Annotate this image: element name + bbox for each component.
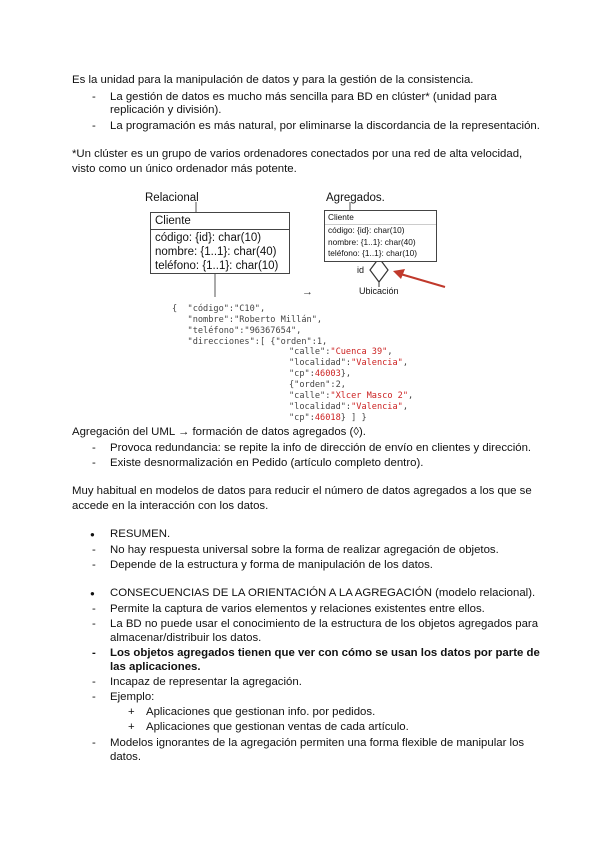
bullet-dash: - bbox=[92, 442, 96, 454]
bullet-dash: - bbox=[92, 603, 96, 615]
bullet-dash: - bbox=[92, 691, 96, 703]
json-addr-line: {"orden":2, bbox=[289, 380, 346, 390]
ejemplo-sub-2: Aplicaciones que gestionan ventas de cada artículo. bbox=[146, 721, 409, 733]
uml-cliente-title: Cliente bbox=[151, 213, 289, 230]
bullet-dash: - bbox=[92, 676, 96, 688]
uml-cliente-relacional bbox=[150, 212, 290, 274]
habitual-line2: accede en la interacción con los datos. bbox=[72, 500, 269, 512]
uml-small-row-telefono: teléfono: {1..1}: char(10) bbox=[328, 248, 418, 258]
json-line: "nombre":"Roberto Millán", bbox=[172, 315, 323, 325]
json-addr-line: "cp":46018} ] } bbox=[289, 413, 367, 423]
bullet-dash: - bbox=[92, 559, 96, 571]
json-line: "teléfono":"96367654", bbox=[172, 326, 302, 336]
bullet-dash: - bbox=[92, 618, 96, 630]
resumen-bullet-2: Depende de la estructura y forma de manipulación de los datos. bbox=[110, 559, 433, 571]
resumen-bullet-1: No hay respuesta universal sobre la forma de realizar agregación de objetos. bbox=[110, 544, 499, 556]
json-addr-line: "localidad":"Valencia", bbox=[289, 402, 409, 412]
relacional-label: Relacional bbox=[145, 192, 199, 204]
json-line: "direcciones":[ {"orden":1, bbox=[172, 337, 328, 347]
consecuencias-bullet-2-line1: La BD no puede usar el conocimiento de la estructura de los objetos agregados para bbox=[110, 618, 539, 630]
consecuencias-bullet-6-line1: Modelos ignorantes de la agregación permiten una forma flexible de manipular los bbox=[110, 737, 525, 749]
bullet-dash: - bbox=[92, 544, 96, 556]
arrow-symbol: → bbox=[302, 286, 313, 298]
uml-row-telefono: teléfono: {1..1}: char(10) bbox=[155, 260, 279, 272]
bullet-dash: - bbox=[92, 647, 96, 659]
json-addr-line: "calle":"Cuenca 39", bbox=[289, 347, 393, 357]
uml-small-title: Cliente bbox=[328, 212, 354, 222]
consecuencias-bullet-1: Permite la captura de varios elementos y relaciones existentes entre ellos. bbox=[110, 603, 485, 615]
consecuencias-bullet-2-line2: almacenar/distribuir los datos. bbox=[110, 632, 262, 644]
agregacion-text: Agregación del UML → formación de datos agregados (◊). bbox=[72, 426, 366, 438]
footnote-line2: visto como un único ordenador más potente. bbox=[72, 163, 297, 175]
habitual-line1: Muy habitual en modelos de datos para reducir el número de datos agregados a los que se bbox=[72, 485, 532, 497]
id-label: id bbox=[357, 265, 365, 275]
plus-icon: + bbox=[128, 721, 135, 733]
json-line: { "código":"C10", bbox=[172, 304, 266, 314]
consecuencias-bullet-5: Ejemplo: bbox=[110, 691, 155, 703]
json-addr-line: "cp":46003}, bbox=[289, 369, 352, 379]
json-addr-line: "calle":"Xlcer Masco 2", bbox=[289, 391, 414, 401]
uml-row-codigo: código: {id}: char(10) bbox=[155, 232, 262, 244]
red-arrow-shaft bbox=[397, 273, 445, 287]
ubicacion-label: Ubicación bbox=[359, 286, 399, 296]
intro-bullet-1-line1: La gestión de datos es mucho más sencilla para BD en clúster* (unidad para bbox=[110, 91, 497, 103]
agregados-label: Agregados. bbox=[326, 192, 385, 204]
agregacion-bullet-2: Existe desnormalización en Pedido (artículo completo dentro). bbox=[110, 457, 424, 469]
ejemplo-sub-1: Aplicaciones que gestionan info. por pedidos. bbox=[146, 706, 376, 718]
json-addr-line: "localidad":"Valencia", bbox=[289, 358, 409, 368]
uml-small-row-codigo: código: {id}: char(10) bbox=[328, 225, 405, 235]
resumen-title: RESUMEN. bbox=[110, 528, 171, 540]
uml-small-row-nombre: nombre: {1..1}: char(40) bbox=[328, 236, 416, 247]
bullet-dash: - bbox=[92, 120, 96, 132]
agregacion-bullet-1: Provoca redundancia: se repite la info de dirección de envío en clientes y dirección. bbox=[110, 442, 532, 454]
bullet-dot-icon: ● bbox=[90, 589, 95, 598]
bullet-dash: - bbox=[92, 457, 96, 469]
intro-bullet-2: La programación es más natural, por eliminarse la discordancia de la representación. bbox=[110, 120, 540, 132]
consecuencias-bullet-6-line2: datos. bbox=[110, 751, 142, 763]
uml-row-nombre: nombre: {1..1}: char(40) bbox=[155, 246, 277, 258]
footnote-line1: *Un clúster es un grupo de varios ordenadores conectados por una red de alta velocidad, bbox=[72, 148, 523, 160]
plus-icon: + bbox=[128, 706, 135, 718]
bullet-dash: - bbox=[92, 91, 96, 103]
consecuencias-bullet-3-line2: las aplicaciones. bbox=[110, 661, 201, 673]
uml-cliente-agregados bbox=[324, 210, 437, 262]
consecuencias-bullet-3-line1: Los objetos agregados tienen que ver con cómo se usan los datos por parte de bbox=[110, 647, 540, 659]
consecuencias-bullet-4: Incapaz de representar la agregación. bbox=[110, 676, 302, 688]
intro-text: Es la unidad para la manipulación de datos y para la gestión de la consistencia. bbox=[72, 74, 474, 86]
bullet-dot-icon: ● bbox=[90, 530, 95, 539]
consecuencias-title: CONSECUENCIAS DE LA ORIENTACIÓN A LA AGREGACIÓN (modelo relacional). bbox=[110, 587, 536, 599]
intro-bullet-1-line2: replicación y división). bbox=[110, 104, 222, 116]
bullet-dash: - bbox=[92, 737, 96, 749]
